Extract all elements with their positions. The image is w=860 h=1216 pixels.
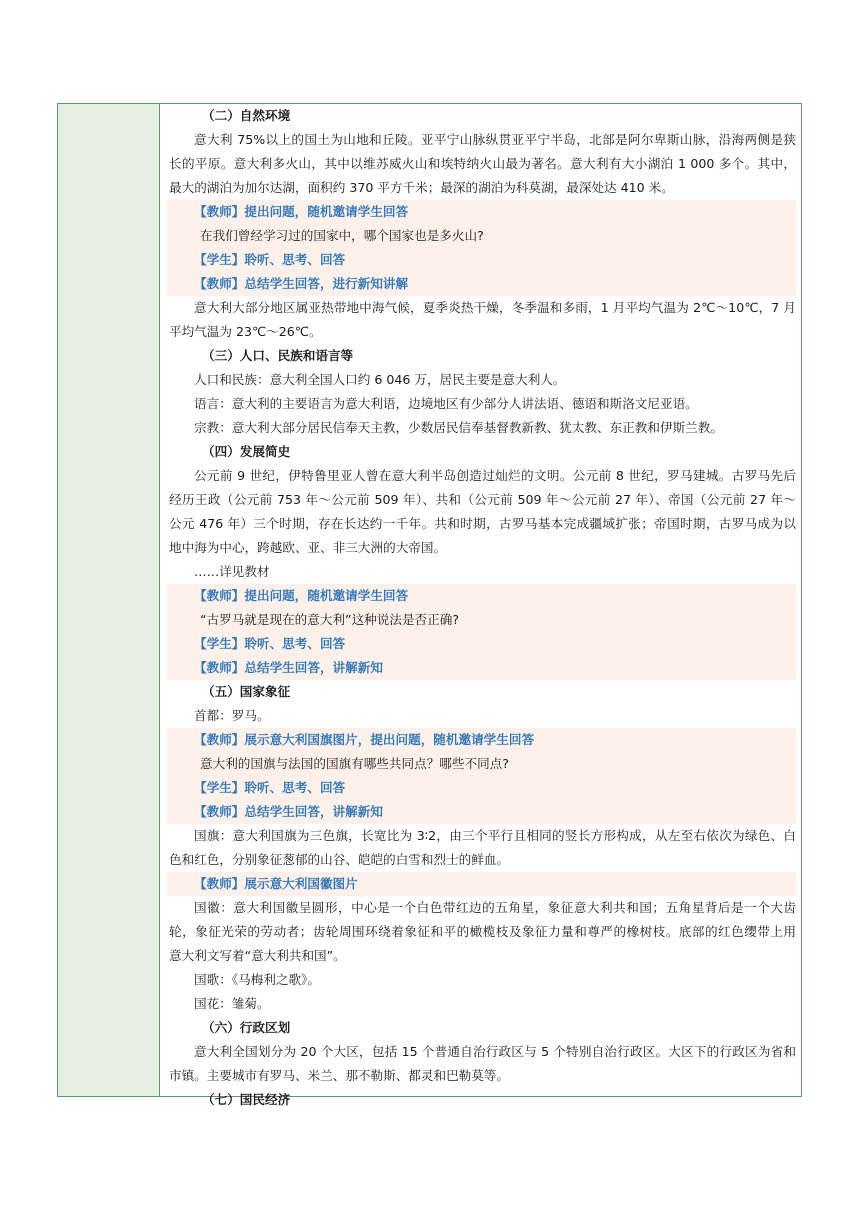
paragraph-line: 国花：雏菊。 xyxy=(194,996,270,1011)
paragraph-line: 色和红色，分别象征葱郁的山谷、皑皑的白雪和烈士的鲜血。 xyxy=(169,852,510,867)
question-text: 意大利的国旗与法国的国旗有哪些共同点？哪些不同点? xyxy=(200,756,509,771)
paragraph-line: 轮，象征光荣的劳动者；齿轮周围环绕着象征和平的橄榄枝及象征力量和尊严的橡树枝。底部的红色缨带上用 xyxy=(169,924,796,939)
paragraph-line: 意大利文写着“意大利共和国”。 xyxy=(169,948,346,963)
paragraph-line: 意大利大部分地区属亚热带地中海气候，夏季炎热干燥，冬季温和多雨，1 月平均气温为 2℃～10℃，7 月 xyxy=(194,300,796,315)
left-column-cell xyxy=(58,104,160,1096)
paragraph-line: 宗教：意大利大部分居民信奉天主教，少数居民信奉基督教新教、犹太教、东正教和伊斯兰教。 xyxy=(194,420,723,435)
teacher-activity-box xyxy=(167,584,796,680)
student-activity: 【学生】聆听、思考、回答 xyxy=(194,780,346,795)
paragraph-line: 意大利 75%以上的国土为山地和丘陵。亚平宁山脉纵贯亚平宁半岛，北部是阿尔卑斯山脉，沿海两侧是狭 xyxy=(194,132,796,147)
teacher-prompt: 【教师】提出问题，随机邀请学生回答 xyxy=(194,204,409,219)
paragraph-line: 长的平原。意大利多火山，其中以维苏威火山和埃特纳火山最为著名。意大利有大小湖泊 1 000 多个。其中， xyxy=(169,156,796,171)
paragraph-line: 国旗：意大利国旗为三色旗，长宽比为 3∶2，由三个平行且相同的竖长方形构成，从左至右依次为绿色、白 xyxy=(194,828,796,843)
student-activity: 【学生】聆听、思考、回答 xyxy=(194,636,346,651)
paragraph-line: 人口和民族：意大利全国人口约 6 046 万，居民主要是意大利人。 xyxy=(194,372,566,387)
lesson-table xyxy=(57,103,802,1107)
paragraph-line: 最大的湖泊为加尔达湖，面积约 370 平方千米；最深的湖泊为科莫湖，最深处达 410 米。 xyxy=(169,180,674,195)
section-heading: （七）国民经济 xyxy=(202,1092,291,1107)
section-heading: （三）人口、民族和语言等 xyxy=(202,348,354,363)
paragraph-line: 经历王政（公元前 753 年～公元前 509 年）、共和（公元前 509 年～公元前 27 年）、帝国（公元前 27 年～ xyxy=(169,492,796,507)
section-heading: （四）发展简史 xyxy=(202,444,291,459)
section-heading: （五）国家象征 xyxy=(202,684,291,699)
content-cell xyxy=(160,104,801,1107)
paragraph-line: 公元前 9 世纪，伊特鲁里亚人曾在意大利半岛创造过灿烂的文明。公元前 8 世纪，罗马建城。古罗马先后 xyxy=(194,468,796,483)
paragraph-line: 市镇。主要城市有罗马、米兰、那不勒斯、都灵和巴勒莫等。 xyxy=(169,1068,510,1083)
section-heading: （二）自然环境 xyxy=(202,108,291,123)
see-textbook-note: ……详见教材 xyxy=(194,564,270,579)
paragraph-line: 国徽：意大利国徽呈圆形，中心是一个白色带红边的五角星，象征意大利共和国；五角星背后是一个大齿 xyxy=(194,900,796,915)
teacher-activity-box xyxy=(167,200,796,296)
teacher-prompt: 【教师】提出问题，随机邀请学生回答 xyxy=(194,588,409,603)
teacher-activity-box xyxy=(167,872,796,896)
section-heading: （六）行政区划 xyxy=(202,1020,291,1035)
paragraph-line: 意大利全国划分为 20 个大区，包括 15 个普通自治行政区与 5 个特别自治行政区。大区下的行政区为省和 xyxy=(194,1044,796,1059)
paragraph-line: 首都：罗马。 xyxy=(194,708,270,723)
student-activity: 【学生】聆听、思考、回答 xyxy=(194,252,346,267)
teacher-activity-box xyxy=(167,728,796,824)
paragraph-line: 地中海为中心，跨越欧、亚、非三大洲的大帝国。 xyxy=(169,540,447,555)
teacher-prompt: 【教师】展示意大利国徽图片 xyxy=(194,876,358,891)
question-text: 在我们曾经学习过的国家中，哪个国家也是多火山? xyxy=(200,228,484,243)
teacher-summary: 【教师】总结学生回答，进行新知讲解 xyxy=(194,276,409,291)
paragraph-line: 公元 476 年）三个时期，存在长达约一千年。共和时期，古罗马基本完成疆域扩张；帝国时期，古罗马成为以 xyxy=(169,516,796,531)
question-text: “古罗马就是现在的意大利”这种说法是否正确? xyxy=(200,612,460,627)
teacher-summary: 【教师】总结学生回答，讲解新知 xyxy=(194,804,383,819)
paragraph-line: 平均气温为 23℃～26℃。 xyxy=(169,324,322,339)
teacher-prompt: 【教师】展示意大利国旗图片，提出问题，随机邀请学生回答 xyxy=(194,732,535,747)
paragraph-line: 国歌：《马梅利之歌》。 xyxy=(194,972,320,987)
teacher-summary: 【教师】总结学生回答，讲解新知 xyxy=(194,660,383,675)
paragraph-line: 语言：意大利的主要语言为意大利语，边境地区有少部分人讲法语、德语和斯洛文尼亚语。 xyxy=(194,396,698,411)
